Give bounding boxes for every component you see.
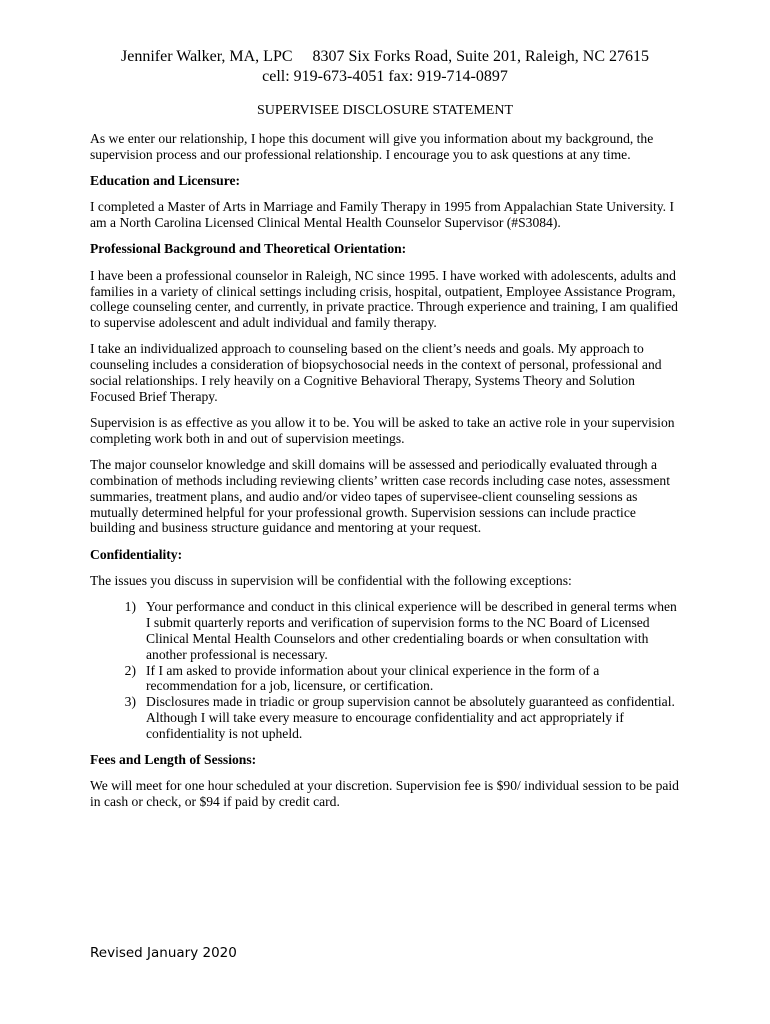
background-paragraph: The major counselor knowledge and skill domains will be assessed and periodically evaluated through a combination of methods including reviewing clients’ written case records including case notes, assessment summaries, treatment plans, and audio and/or video tapes of supervisee-client counseling sessions as mutually determined helpful for your professional growth. Supervision sessions can include practice building and business structure guidance and mentoring at your request. <box>90 457 670 536</box>
fees-paragraph: We will meet for one hour scheduled at your discretion. Supervision fee is $90/ individual session to be paid in cash or check, or $94 if paid by credit card. <box>90 778 679 810</box>
background-paragraph: Supervision is as effective as you allow it to be. You will be asked to take an active role in your supervision completing work both in and out of supervision meetings. <box>90 415 675 446</box>
intro-paragraph: As we enter our relationship, I hope this document will give you information about my background, the supervision process and our professional relationship. I encourage you to ask questions at any time. <box>90 131 654 162</box>
education-paragraph: I completed a Master of Arts in Marriage and Family Therapy in 1995 from Appalachian State University. I am a North Carolina Licensed Clinical Mental Health Counselor Supervisor (#S3084). <box>90 199 674 231</box>
list-item-text: If I am asked to provide information about your clinical experience in the form of a recommendation for a job, licensure, or certification. <box>146 662 600 694</box>
author-name: Jennifer Walker, MA, LPC <box>121 48 293 65</box>
list-item <box>90 599 682 662</box>
exceptions-list <box>90 599 682 741</box>
background-heading: Professional Background and Theoretical Orientation: <box>90 241 407 257</box>
list-item-number: 2) <box>124 662 136 678</box>
list-item-text: Your performance and conduct in this clinical experience will be described in general terms when I submit quarterly reports and verification of supervision forms to the NC Board of Licensed Clinical Mental Health Counselors and other credentialing boards or when consultation with another professional is necessary. <box>146 599 677 662</box>
list-item <box>90 694 682 741</box>
list-item <box>90 663 682 695</box>
office-address: 8307 Six Forks Road, Suite 201, Raleigh, NC 27615 <box>312 48 649 65</box>
list-item-number: 3) <box>124 694 136 710</box>
contact-line: cell: 919-673-4051 fax: 919-714-0897 <box>262 68 508 85</box>
list-item-number: 1) <box>124 599 136 615</box>
revision-footer: Revised January 2020 <box>90 945 237 961</box>
fees-heading: Fees and Length of Sessions: <box>90 752 257 767</box>
letterhead <box>0 47 770 87</box>
confidentiality-intro: The issues you discuss in supervision will be confidential with the following exceptions: <box>90 573 572 589</box>
background-paragraph: I have been a professional counselor in Raleigh, NC since 1995. I have worked with adolescents, adults and families in a variety of clinical settings including crisis, hospital, outpatient, Employee Assistance Program, college counseling center, and currently, in private practice. Through experience and training, I am qualified to supervise adolescent and adult individual and family therapy. <box>90 267 678 331</box>
education-heading: Education and Licensure: <box>90 173 241 189</box>
list-item-text: Disclosures made in triadic or group supervision cannot be absolutely guaranteed as confidential. Although I will take every measure to encourage confidentiality and act appropriately if confidentiality is not upheld. <box>146 694 675 741</box>
background-paragraph: I take an individualized approach to counseling based on the client’s needs and goals. My approach to counseling includes a consideration of biopsychosocial needs in the context of personal, professional and social relationships. I rely heavily on a Cognitive Behavioral Therapy, Systems Theory and Solution Focused Brief Therapy. <box>90 341 662 404</box>
confidentiality-heading: Confidentiality: <box>90 546 183 562</box>
page-title: SUPERVISEE DISCLOSURE STATEMENT <box>257 103 513 118</box>
document-body <box>90 131 682 820</box>
